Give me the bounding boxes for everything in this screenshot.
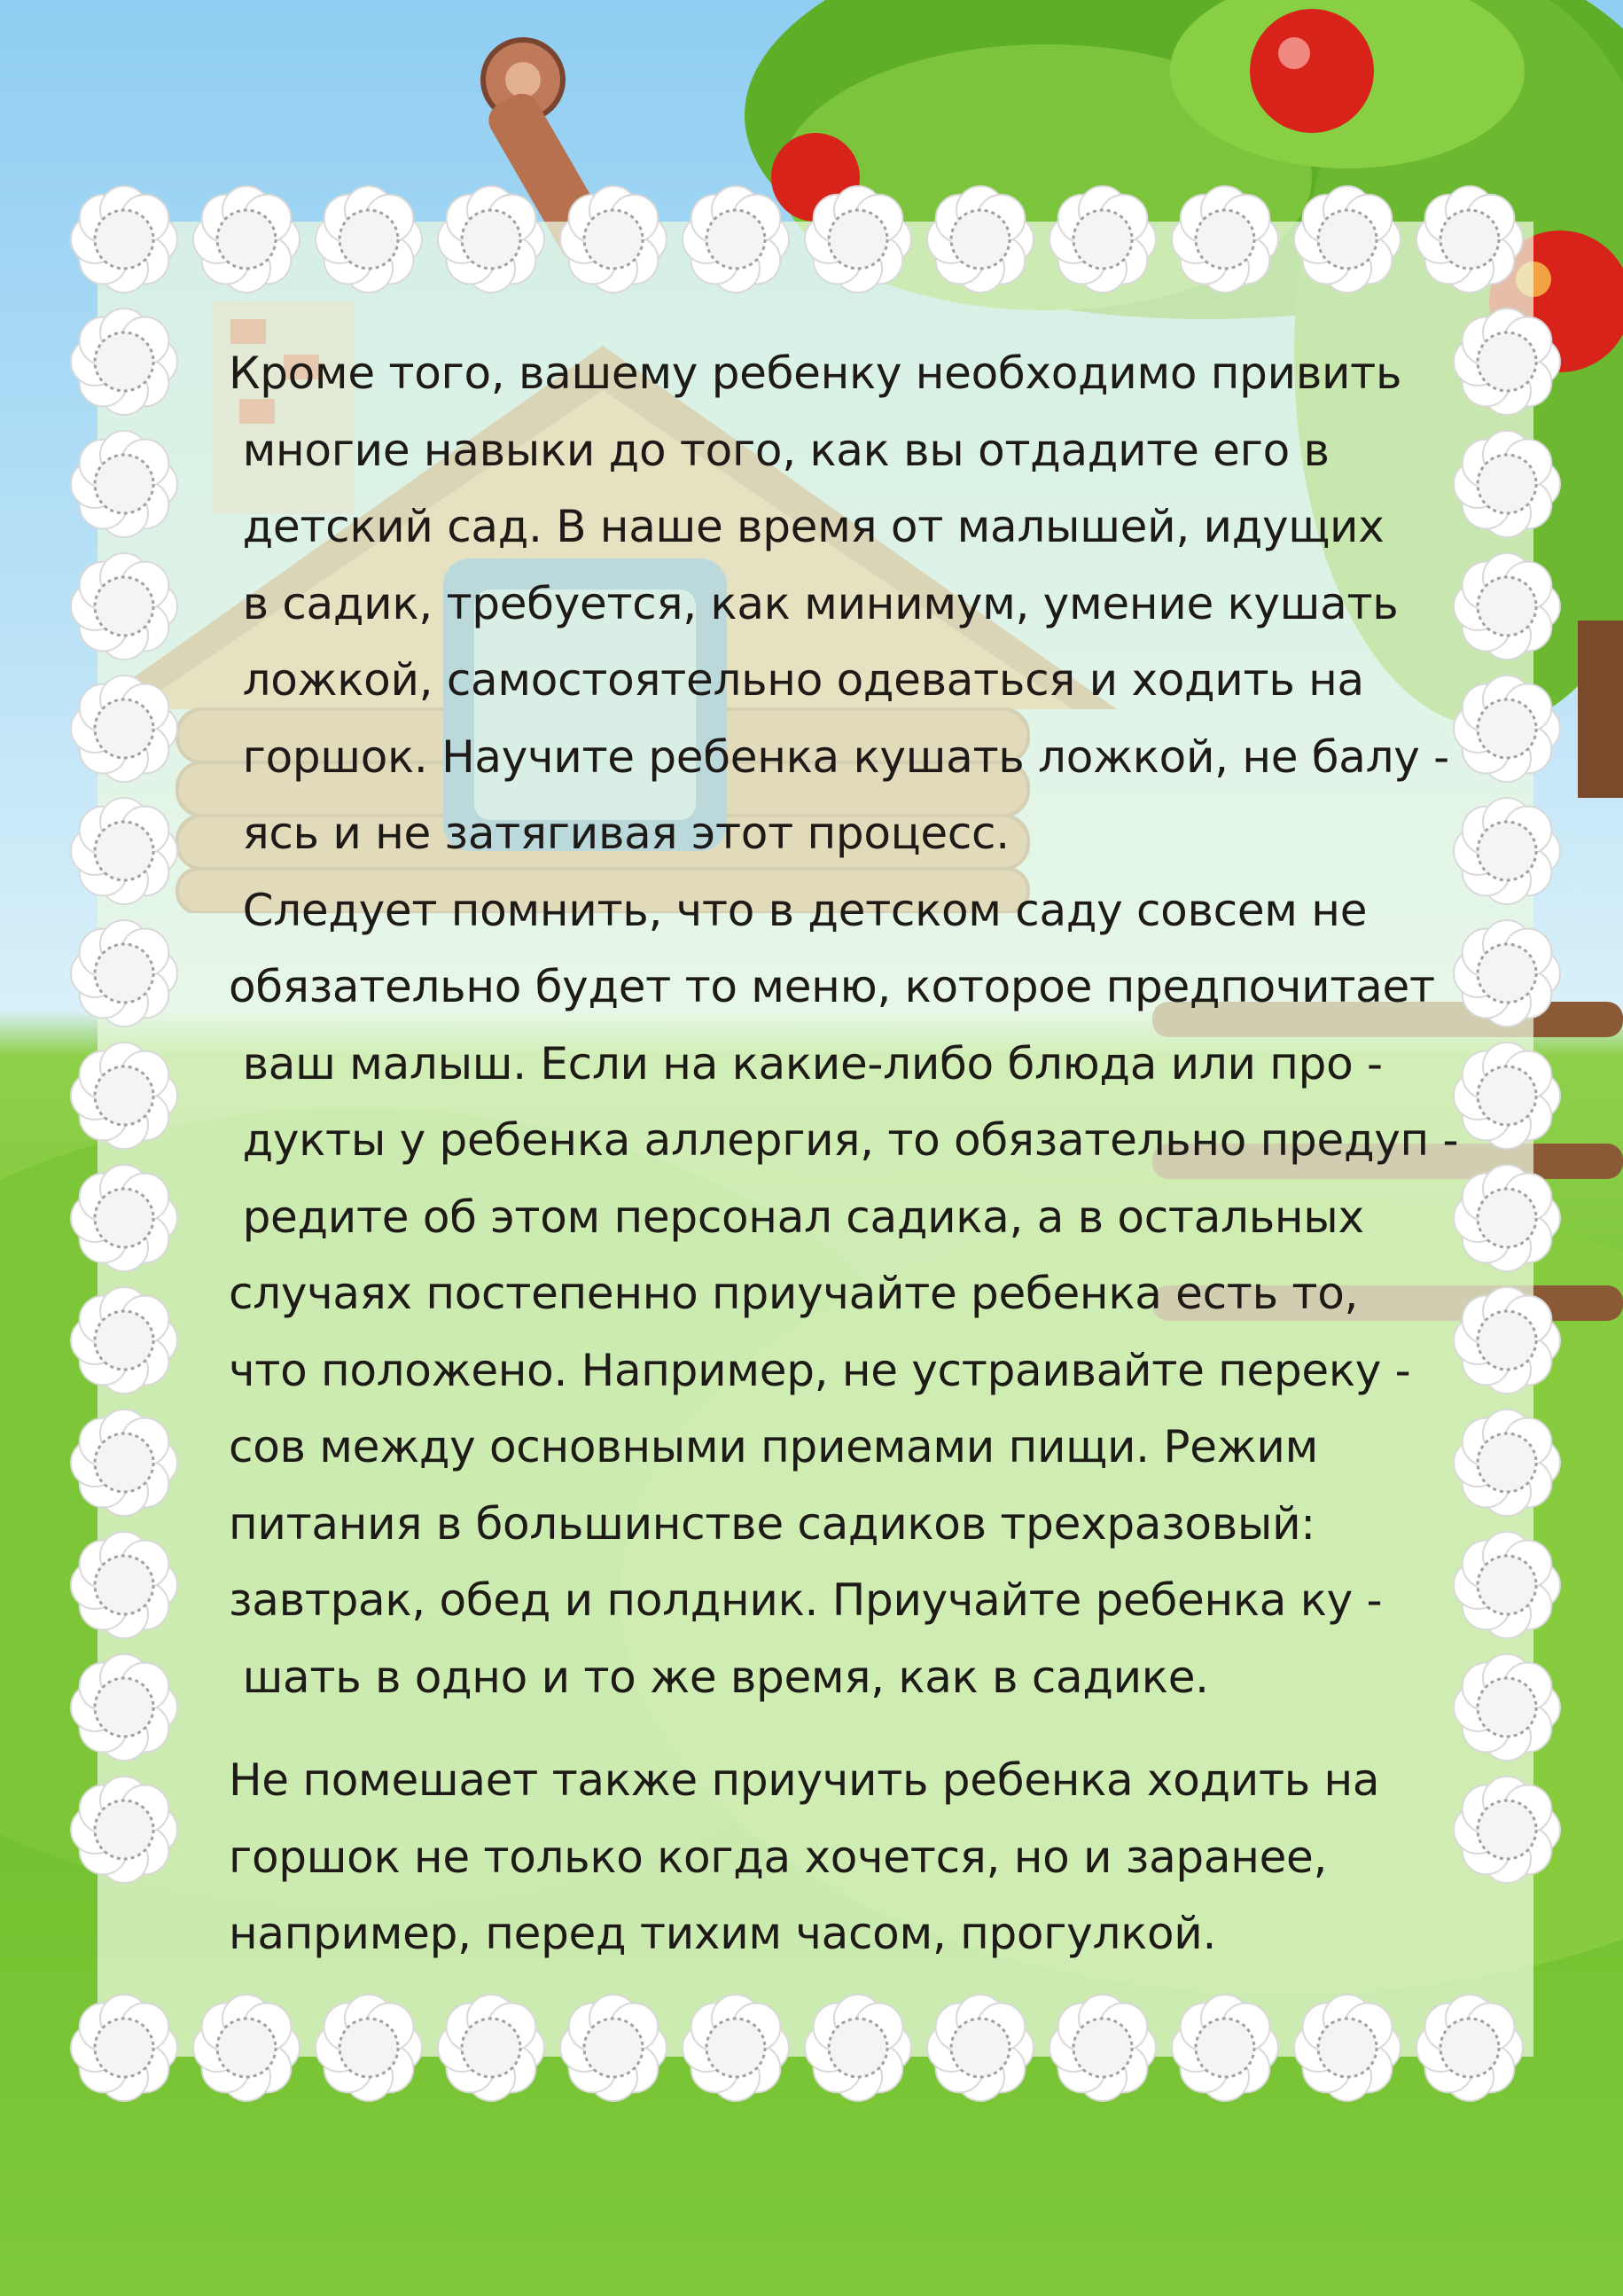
lace-flower — [1454, 920, 1560, 1027]
text-line: ложкой, самостоятельно одеваться и ходить на — [229, 654, 1364, 706]
lace-flower — [438, 186, 544, 293]
lace-flower — [683, 186, 789, 293]
lace-flower — [1454, 1165, 1560, 1271]
text-line: обязательно будет то меню, которое предпочитает — [229, 961, 1435, 1012]
text-line: многие навыки до того, как вы отдадите его в — [229, 424, 1330, 476]
lace-flower — [1294, 1995, 1401, 2101]
lace-flower — [71, 1777, 177, 1883]
lace-flower — [1454, 1410, 1560, 1516]
text-line: детский сад. В наше время от малышей, идущих — [229, 501, 1385, 552]
lace-flower — [71, 1287, 177, 1394]
lace-flower — [1049, 186, 1156, 293]
lace-flower — [1416, 1995, 1523, 2101]
lace-flower — [316, 1995, 422, 2101]
text-line: Следует помнить, что в детском саду совсем не — [229, 884, 1368, 936]
lace-flower — [560, 1995, 667, 2101]
lace-flower — [1416, 186, 1523, 293]
lace-flower — [193, 1995, 300, 2101]
lace-flower — [927, 186, 1034, 293]
text-line: ваш малыш. Если на какие-либо блюда или про - — [229, 1037, 1383, 1089]
lace-flower — [193, 186, 300, 293]
article-text — [229, 335, 1461, 1972]
lace-flower — [1172, 1995, 1278, 2101]
lace-flower — [1454, 431, 1560, 537]
lace-flower — [71, 553, 177, 660]
lace-flower — [71, 1995, 177, 2101]
lace-flower — [805, 1995, 911, 2101]
lace-flower — [1454, 1777, 1560, 1883]
lace-flower — [927, 1995, 1034, 2101]
text-line: шать в одно и то же время, как в садике. — [229, 1651, 1209, 1703]
lace-flower — [71, 308, 177, 415]
lace-flower — [71, 1654, 177, 1761]
text-line: редите об этом персонал садика, а в остальных — [229, 1191, 1364, 1243]
text-line: питания в большинстве садиков трехразовый: — [229, 1497, 1315, 1550]
text-line: Не помешает также приучить ребенка ходить на — [229, 1754, 1380, 1806]
lace-flower — [1454, 1532, 1560, 1638]
lace-flower — [560, 186, 667, 293]
text-line: дукты у ребенка аллергия, то обязательно предуп - — [229, 1114, 1459, 1166]
text-line: Кроме того, вашему ребенку необходимо привить — [229, 348, 1402, 399]
lace-flower — [438, 1995, 544, 2101]
lace-flower — [805, 186, 911, 293]
text-line: горшок не только когда хочется, но и заранее, — [229, 1831, 1328, 1883]
lace-flower — [71, 1410, 177, 1516]
lace-flower — [71, 1532, 177, 1638]
lace-flower — [1172, 186, 1278, 293]
lace-flower — [1049, 1995, 1156, 2101]
lace-flower — [1454, 676, 1560, 782]
lace-flower — [71, 431, 177, 537]
text-line: сов между основными приемами пищи. Режим — [229, 1421, 1319, 1472]
lace-flower — [1454, 553, 1560, 660]
lace-flower — [71, 1043, 177, 1149]
lace-flower — [683, 1995, 789, 2101]
text-line: горшок. Научите ребенка кушать ложкой, не балу - — [229, 730, 1449, 783]
lace-flower — [1454, 1043, 1560, 1149]
text-line: в садик, требуется, как минимум, умение кушать — [229, 577, 1399, 629]
lace-flower — [316, 186, 422, 293]
text-line: завтрак, обед и полдник. Приучайте ребенка ку - — [229, 1574, 1383, 1626]
lace-flower — [71, 920, 177, 1027]
lace-flower — [71, 676, 177, 782]
paragraph — [229, 1742, 1461, 1972]
lace-flower — [1454, 1654, 1560, 1761]
lace-flower — [1454, 1287, 1560, 1394]
text-line: случаях постепенно приучайте ребенка есть то, — [229, 1268, 1359, 1319]
lace-flower — [1454, 308, 1560, 415]
lace-flower — [71, 798, 177, 904]
lace-flower — [71, 186, 177, 293]
paragraph — [229, 872, 1461, 1716]
lace-flower — [1294, 186, 1401, 293]
text-line: например, перед тихим часом, прогулкой. — [229, 1908, 1217, 1959]
text-line: что положено. Например, не устраивайте переку - — [229, 1344, 1411, 1396]
lace-flower — [71, 1165, 177, 1271]
lace-flower — [1454, 798, 1560, 904]
text-line: ясь и не затягивая этот процесс. — [229, 808, 1010, 859]
paragraph — [229, 335, 1461, 872]
